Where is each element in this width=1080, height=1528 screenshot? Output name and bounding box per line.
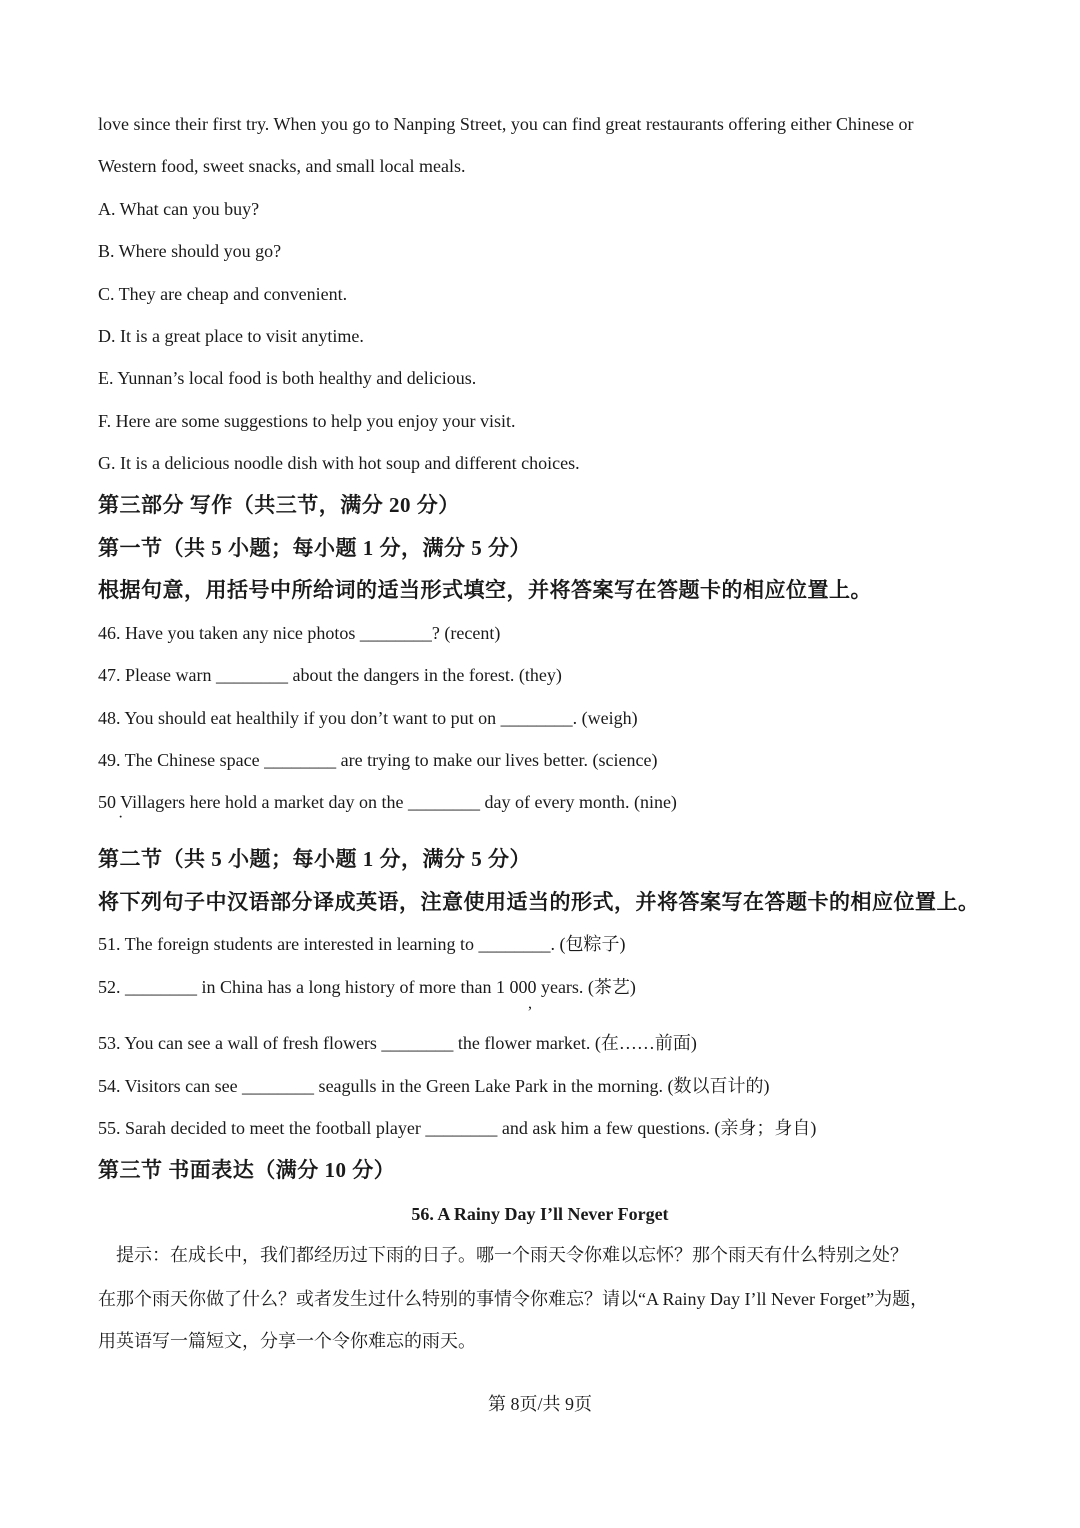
prompt-line-2: 在那个雨天你做了什么？或者发生过什么特别的事情令你难忘？请以“A Rainy Day I’ll Never Forget”为题，: [98, 1289, 929, 1309]
stray-dot-mark: ·: [118, 809, 124, 826]
essay-title: 56. A Rainy Day I’ll Never Forget: [411, 1204, 669, 1224]
question-55: 55. Sarah decided to meet the football player ________ and ask him a few questions. (亲身；身自): [98, 1118, 817, 1138]
option-c: C. They are cheap and convenient.: [98, 284, 348, 304]
part3-heading: 第三部分 写作（共三节，满分 20 分）: [98, 493, 460, 517]
question-48: 48. You should eat healthily if you don’t want to put on ________. (weigh): [98, 708, 638, 728]
section1-instruction: 根据句意，用括号中所给词的适当形式填空，并将答案写在答题卡的相应位置上。: [98, 578, 872, 602]
section2-heading: 第二节（共 5 小题；每小题 1 分，满分 5 分）: [98, 847, 531, 871]
option-a: A. What can you buy?: [98, 199, 260, 219]
question-50: 50 Villagers here hold a market day on the ________ day of every month. (nine): [98, 792, 677, 812]
option-e: E. Yunnan’s local food is both healthy and delicious.: [98, 368, 477, 388]
passage-line-1: love since their first try. When you go to Nanping Street, you can find great restaurants offering either Chinese or: [98, 114, 914, 134]
question-54: 54. Visitors can see ________ seagulls in the Green Lake Park in the morning. (数以百计的): [98, 1076, 770, 1096]
page-footer: 第 8页/共 9页: [487, 1394, 592, 1414]
question-47: 47. Please warn ________ about the dangers in the forest. (they): [98, 665, 562, 685]
question-53: 53. You can see a wall of fresh flowers ________ the flower market. (在……前面): [98, 1033, 697, 1053]
stray-comma-mark: ,: [528, 995, 532, 1012]
option-d: D. It is a great place to visit anytime.: [98, 326, 364, 346]
section1-heading: 第一节（共 5 小题；每小题 1 分，满分 5 分）: [98, 536, 531, 560]
prompt-line-1: 提示：在成长中，我们都经历过下雨的日子。哪一个雨天令你难以忘怀？那个雨天有什么特别之处？: [98, 1245, 908, 1265]
passage-line-2: Western food, sweet snacks, and small local meals.: [98, 156, 466, 176]
section2-instruction: 将下列句子中汉语部分译成英语，注意使用适当的形式，并将答案写在答题卡的相应位置上。: [98, 890, 980, 914]
question-49: 49. The Chinese space ________ are trying to make our lives better. (science): [98, 750, 658, 770]
option-f: F. Here are some suggestions to help you enjoy your visit.: [98, 411, 516, 431]
option-b: B. Where should you go?: [98, 241, 282, 261]
option-g: G. It is a delicious noodle dish with hot soup and different choices.: [98, 453, 580, 473]
question-51: 51. The foreign students are interested in learning to ________. (包粽子): [98, 934, 626, 954]
question-46: 46. Have you taken any nice photos ________? (recent): [98, 623, 501, 643]
question-52: 52. ________ in China has a long history of more than 1 000 years. (茶艺): [98, 977, 636, 997]
section3-heading: 第三节 书面表达（满分 10 分）: [98, 1158, 396, 1182]
prompt-line-3: 用英语写一篇短文，分享一个令你难忘的雨天。: [98, 1331, 476, 1351]
